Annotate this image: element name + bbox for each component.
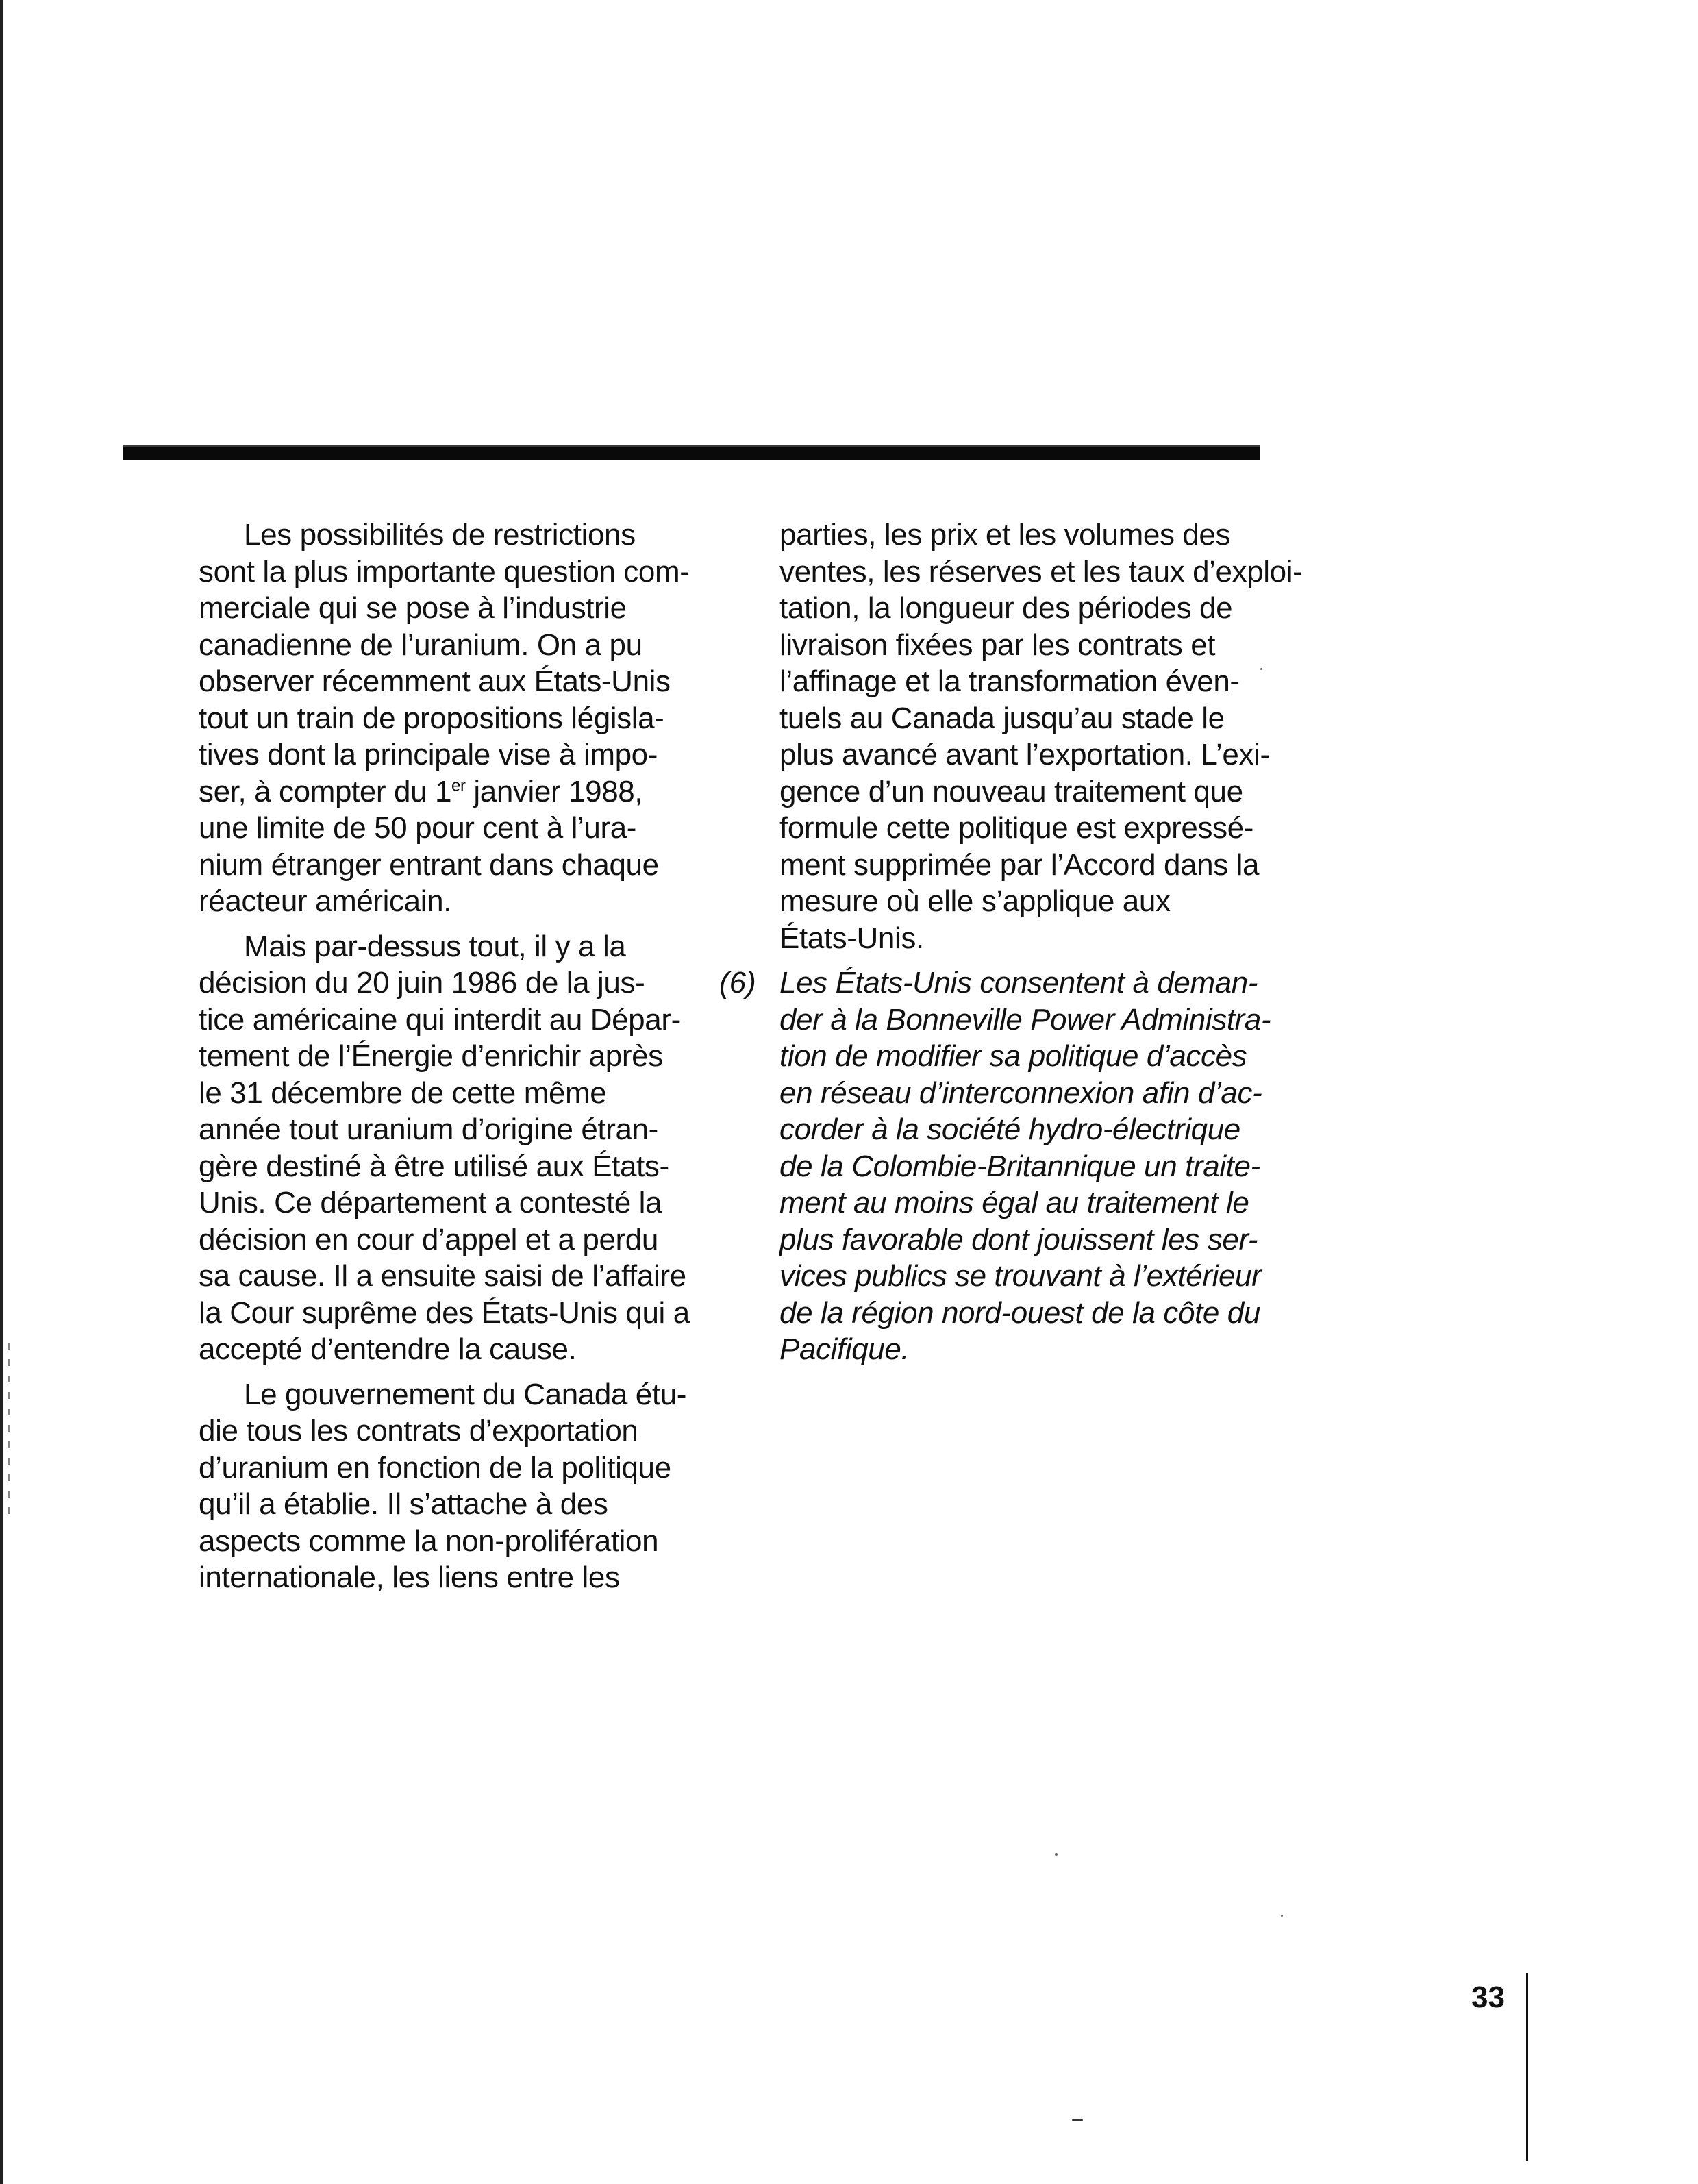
text-line: plus favorable dont jouissent les ser- [779,1222,1258,1256]
text-line: plus avancé avant l’exportation. L’exi- [779,738,1270,771]
text-line: canadienne de l’uranium. On a pu [199,628,642,662]
paragraph-court-decision [199,928,692,1368]
text-line: l’affinage et la transformation éven- [779,665,1240,698]
text-line: internationale, les liens entre les [199,1561,620,1594]
text-line: décision du 20 juin 1986 de la jus- [199,966,645,1000]
scan-speck [1055,1853,1058,1856]
text-line: aspects comme la non-prolifération [199,1524,659,1558]
text-line: sont la plus importante question com- [199,554,690,588]
text-line: mesure où elle s’applique aux [779,884,1171,918]
text-line: la Cour suprême des États-Unis qui a [199,1295,690,1330]
page-number: 33 [1471,1981,1505,2014]
scan-speck [1260,668,1262,670]
text-line: année tout uranium d’origine étran- [199,1113,658,1146]
text-line: tout un train de propositions législa- [199,701,664,735]
text-line: die tous les contrats d’exportation [199,1414,638,1448]
text-line: parties, les prix et les volumes des [779,518,1231,551]
text-line: de la région nord-ouest de la côte du [779,1295,1260,1330]
paragraph-restrictions [199,517,692,920]
text-line: ment au moins égal au traitement le [779,1186,1249,1219]
left-column [199,517,692,1596]
scan-speck [1281,1915,1283,1917]
text-line: observer récemment aux États-Unis [199,665,671,698]
text-line: États-Unis. [779,921,924,955]
text-line: ventes, les réserves et les taux d’exploi- [779,554,1303,588]
paragraph-government-review [199,1376,692,1596]
text-line: tice américaine qui interdit au Dépar- [199,1002,681,1037]
text-line: accepté d’entendre la cause. [199,1332,577,1366]
text-line: d’uranium en fonction de la politique [199,1450,671,1485]
date-text: ser, à compter du 1 [199,774,452,808]
text-line: décision en cour d’appel et a perdu [199,1222,658,1256]
text-line: ment supprimée par l’Accord dans la [779,847,1260,882]
text-line: réacteur américain. [199,884,451,918]
text-line: tives dont la principale vise à impo- [199,738,658,771]
paragraph-continuation [779,517,1303,956]
text-line: merciale qui se pose à l’industrie [199,591,627,625]
text-line-date [199,773,692,810]
text-line: livraison fixées par les contrats et [779,628,1216,662]
text-line: vices publics se trouvant à l’extérieur [779,1259,1262,1293]
text-line: sa cause. Il a ensuite saisi de l’affaire [199,1259,686,1293]
scan-left-edge [0,0,3,2184]
scan-edge-marks [8,1343,10,1521]
ordinal-superscript: er [451,775,466,795]
text-line: une limite de 50 pour cent à l’ura- [199,811,637,845]
text-line: Les États-Unis consentent à deman- [779,966,1258,1000]
text-line: der à la Bonneville Power Administra- [779,1002,1271,1037]
text-line: tion de modifier sa politique d’accès [779,1039,1247,1073]
text-line: en réseau d’interconnexion afin d’ac- [779,1076,1262,1110]
text-line: gère destiné à être utilisé aux États- [199,1149,669,1183]
text-line: qu’il a établie. Il s’attache à des [199,1487,608,1521]
text-line: le 31 décembre de cette même [199,1076,607,1110]
date-text: janvier 1988, [465,774,643,808]
text-line: Le gouvernement du Canada étu- [244,1377,687,1411]
page-number-rule [1526,1973,1528,2161]
item-6-text [779,965,1273,1368]
text-line: Les possibilités de restrictions [244,518,636,551]
text-line: tation, la longueur des périodes de [779,591,1233,625]
right-column [779,517,1303,1368]
text-line: nium étranger entrant dans chaque [199,847,659,882]
text-line: gence d’un nouveau traitement que [779,774,1243,808]
text-line: de la Colombie-Britannique un traite- [779,1149,1260,1183]
text-line: Pacifique. [779,1332,910,1366]
text-line: Unis. Ce département a contesté la [199,1186,662,1219]
section-rule [123,445,1260,460]
text-line: corder à la société hydro-électrique [779,1113,1240,1146]
text-line: formule cette politique est expressé- [779,811,1253,845]
text-line: tement de l’Énergie d’enrichir après [199,1039,663,1073]
scan-speck [1072,2119,1083,2121]
item-number: (6) [719,966,756,1000]
text-line: Mais par-dessus tout, il y a la [244,929,626,963]
text-line: tuels au Canada jusqu’au stade le [779,701,1225,735]
